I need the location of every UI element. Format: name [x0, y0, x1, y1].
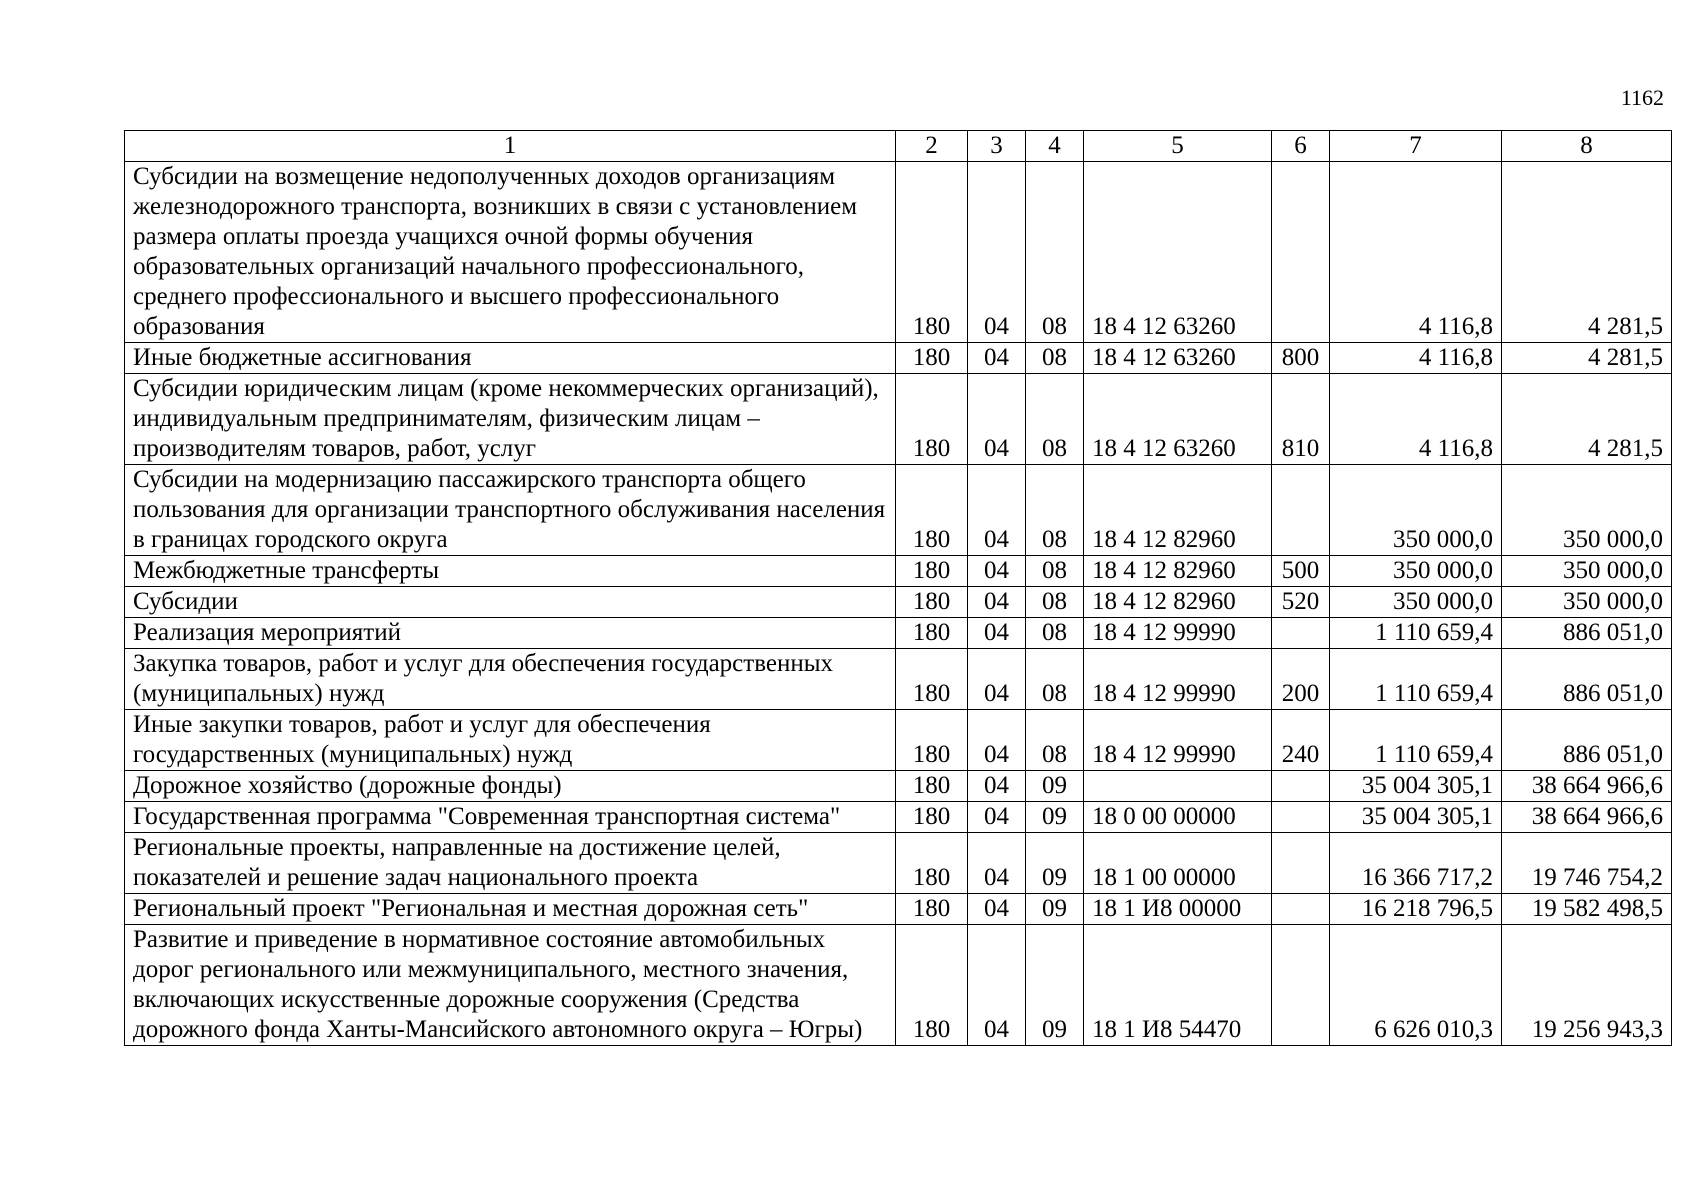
row-expense-type: [1272, 833, 1330, 894]
row-target-article: 18 4 12 82960: [1084, 587, 1272, 618]
row-sum-1: 350 000,0: [1330, 465, 1502, 556]
row-expense-type: 240: [1272, 710, 1330, 771]
row-sum-2: 19 746 754,2: [1502, 833, 1672, 894]
row-section: 04: [968, 802, 1026, 833]
row-name: Субсидии на возмещение недополученных доходов организациям железнодорожного транспорта, возникших в связи с установлением размера оплаты проезда учащихся очной формы обучения образовательных организаций начального профессионального, среднего профессионального и высшего профессионального образования: [125, 162, 896, 343]
row-subsection: 08: [1026, 556, 1084, 587]
row-section: 04: [968, 710, 1026, 771]
header-col-4: 4: [1026, 131, 1084, 162]
row-sum-2: 19 256 943,3: [1502, 925, 1672, 1046]
row-name: Закупка товаров, работ и услуг для обеспечения государственных (муниципальных) нужд: [125, 649, 896, 710]
row-grbs: 180: [896, 343, 968, 374]
row-sum-1: 6 626 010,3: [1330, 925, 1502, 1046]
table-row: [125, 833, 1672, 894]
table-row: [125, 343, 1672, 374]
table-row: [125, 618, 1672, 649]
row-sum-1: 1 110 659,4: [1330, 649, 1502, 710]
row-subsection: 08: [1026, 343, 1084, 374]
row-grbs: 180: [896, 925, 968, 1046]
row-expense-type: 810: [1272, 374, 1330, 465]
row-sum-2: 38 664 966,6: [1502, 802, 1672, 833]
row-sum-1: 1 110 659,4: [1330, 710, 1502, 771]
row-name: Региональные проекты, направленные на достижение целей, показателей и решение задач национального проекта: [125, 833, 896, 894]
row-subsection: 08: [1026, 618, 1084, 649]
row-target-article: 18 1 И8 00000: [1084, 894, 1272, 925]
row-grbs: 180: [896, 771, 968, 802]
row-sum-2: 886 051,0: [1502, 618, 1672, 649]
row-section: 04: [968, 833, 1026, 894]
row-section: 04: [968, 374, 1026, 465]
row-sum-1: 4 116,8: [1330, 162, 1502, 343]
header-col-7: 7: [1330, 131, 1502, 162]
row-grbs: 180: [896, 618, 968, 649]
table-row: [125, 802, 1672, 833]
table-row: [125, 374, 1672, 465]
row-grbs: 180: [896, 710, 968, 771]
row-sum-1: 350 000,0: [1330, 587, 1502, 618]
row-sum-1: 16 218 796,5: [1330, 894, 1502, 925]
row-grbs: 180: [896, 556, 968, 587]
table-row: [125, 925, 1672, 1046]
row-expense-type: [1272, 465, 1330, 556]
row-name: Межбюджетные трансферты: [125, 556, 896, 587]
budget-table: [124, 130, 1672, 1046]
row-subsection: 08: [1026, 465, 1084, 556]
row-section: 04: [968, 465, 1026, 556]
row-grbs: 180: [896, 374, 968, 465]
header-col-5: 5: [1084, 131, 1272, 162]
row-sum-1: 350 000,0: [1330, 556, 1502, 587]
row-name: Иные закупки товаров, работ и услуг для обеспечения государственных (муниципальных) нужд: [125, 710, 896, 771]
row-section: 04: [968, 771, 1026, 802]
table-header-row: [125, 131, 1672, 162]
row-expense-type: 500: [1272, 556, 1330, 587]
row-expense-type: [1272, 802, 1330, 833]
row-target-article: 18 4 12 82960: [1084, 465, 1272, 556]
header-col-8: 8: [1502, 131, 1672, 162]
row-target-article: 18 4 12 63260: [1084, 374, 1272, 465]
row-grbs: 180: [896, 465, 968, 556]
row-grbs: 180: [896, 833, 968, 894]
row-name: Субсидии на модернизацию пассажирского транспорта общего пользования для организации транспортного обслуживания населения в границах городского округа: [125, 465, 896, 556]
row-sum-1: 4 116,8: [1330, 374, 1502, 465]
table-row: [125, 771, 1672, 802]
row-section: 04: [968, 894, 1026, 925]
row-section: 04: [968, 587, 1026, 618]
row-sum-2: 19 582 498,5: [1502, 894, 1672, 925]
row-subsection: 09: [1026, 802, 1084, 833]
header-col-2: 2: [896, 131, 968, 162]
row-grbs: 180: [896, 802, 968, 833]
row-sum-1: 1 110 659,4: [1330, 618, 1502, 649]
row-subsection: 09: [1026, 833, 1084, 894]
row-subsection: 09: [1026, 925, 1084, 1046]
row-target-article: 18 1 00 00000: [1084, 833, 1272, 894]
row-section: 04: [968, 343, 1026, 374]
row-expense-type: 200: [1272, 649, 1330, 710]
row-name: Иные бюджетные ассигнования: [125, 343, 896, 374]
row-expense-type: 800: [1272, 343, 1330, 374]
row-sum-1: 4 116,8: [1330, 343, 1502, 374]
row-target-article: 18 4 12 99990: [1084, 710, 1272, 771]
row-target-article: 18 4 12 82960: [1084, 556, 1272, 587]
header-col-1: 1: [125, 131, 896, 162]
row-expense-type: 520: [1272, 587, 1330, 618]
row-name: Субсидии: [125, 587, 896, 618]
row-name: Региональный проект "Региональная и местная дорожная сеть": [125, 894, 896, 925]
row-sum-2: 4 281,5: [1502, 162, 1672, 343]
row-target-article: 18 4 12 99990: [1084, 649, 1272, 710]
row-grbs: 180: [896, 894, 968, 925]
table-row: [125, 710, 1672, 771]
row-section: 04: [968, 649, 1026, 710]
header-col-3: 3: [968, 131, 1026, 162]
table-row: [125, 649, 1672, 710]
row-subsection: 08: [1026, 374, 1084, 465]
row-name: Государственная программа "Современная транспортная система": [125, 802, 896, 833]
row-subsection: 09: [1026, 894, 1084, 925]
row-expense-type: [1272, 771, 1330, 802]
row-name: Дорожное хозяйство (дорожные фонды): [125, 771, 896, 802]
row-sum-1: 16 366 717,2: [1330, 833, 1502, 894]
row-name: Развитие и приведение в нормативное состояние автомобильных дорог регионального или межмуниципального, местного значения, включающих искусственные дорожные сооружения (Средства дорожного фонда Ханты-Мансийского автономного округа – Югры): [125, 925, 896, 1046]
row-subsection: 09: [1026, 771, 1084, 802]
row-expense-type: [1272, 894, 1330, 925]
row-target-article: 18 4 12 99990: [1084, 618, 1272, 649]
row-expense-type: [1272, 618, 1330, 649]
row-sum-2: 4 281,5: [1502, 374, 1672, 465]
row-subsection: 08: [1026, 162, 1084, 343]
table-row: [125, 587, 1672, 618]
row-subsection: 08: [1026, 710, 1084, 771]
row-sum-2: 4 281,5: [1502, 343, 1672, 374]
row-target-article: 18 4 12 63260: [1084, 162, 1272, 343]
row-subsection: 08: [1026, 587, 1084, 618]
row-sum-2: 350 000,0: [1502, 556, 1672, 587]
row-subsection: 08: [1026, 649, 1084, 710]
row-sum-2: 886 051,0: [1502, 649, 1672, 710]
table-row: [125, 894, 1672, 925]
table-row: [125, 162, 1672, 343]
row-section: 04: [968, 556, 1026, 587]
row-expense-type: [1272, 162, 1330, 343]
row-grbs: 180: [896, 587, 968, 618]
row-target-article: 18 4 12 63260: [1084, 343, 1272, 374]
row-sum-2: 38 664 966,6: [1502, 771, 1672, 802]
row-target-article: [1084, 771, 1272, 802]
table-row: [125, 465, 1672, 556]
row-expense-type: [1272, 925, 1330, 1046]
row-section: 04: [968, 618, 1026, 649]
row-sum-2: 350 000,0: [1502, 465, 1672, 556]
row-sum-1: 35 004 305,1: [1330, 802, 1502, 833]
row-sum-1: 35 004 305,1: [1330, 771, 1502, 802]
page-number: 1162: [1620, 85, 1664, 110]
row-sum-2: 886 051,0: [1502, 710, 1672, 771]
header-col-6: 6: [1272, 131, 1330, 162]
row-section: 04: [968, 925, 1026, 1046]
row-name: Реализация мероприятий: [125, 618, 896, 649]
table-row: [125, 556, 1672, 587]
row-section: 04: [968, 162, 1026, 343]
row-target-article: 18 1 И8 54470: [1084, 925, 1272, 1046]
row-sum-2: 350 000,0: [1502, 587, 1672, 618]
row-grbs: 180: [896, 649, 968, 710]
row-name: Субсидии юридическим лицам (кроме некоммерческих организаций), индивидуальным предпринимателям, физическим лицам – производителям товаров, работ, услуг: [125, 374, 896, 465]
row-grbs: 180: [896, 162, 968, 343]
row-target-article: 18 0 00 00000: [1084, 802, 1272, 833]
